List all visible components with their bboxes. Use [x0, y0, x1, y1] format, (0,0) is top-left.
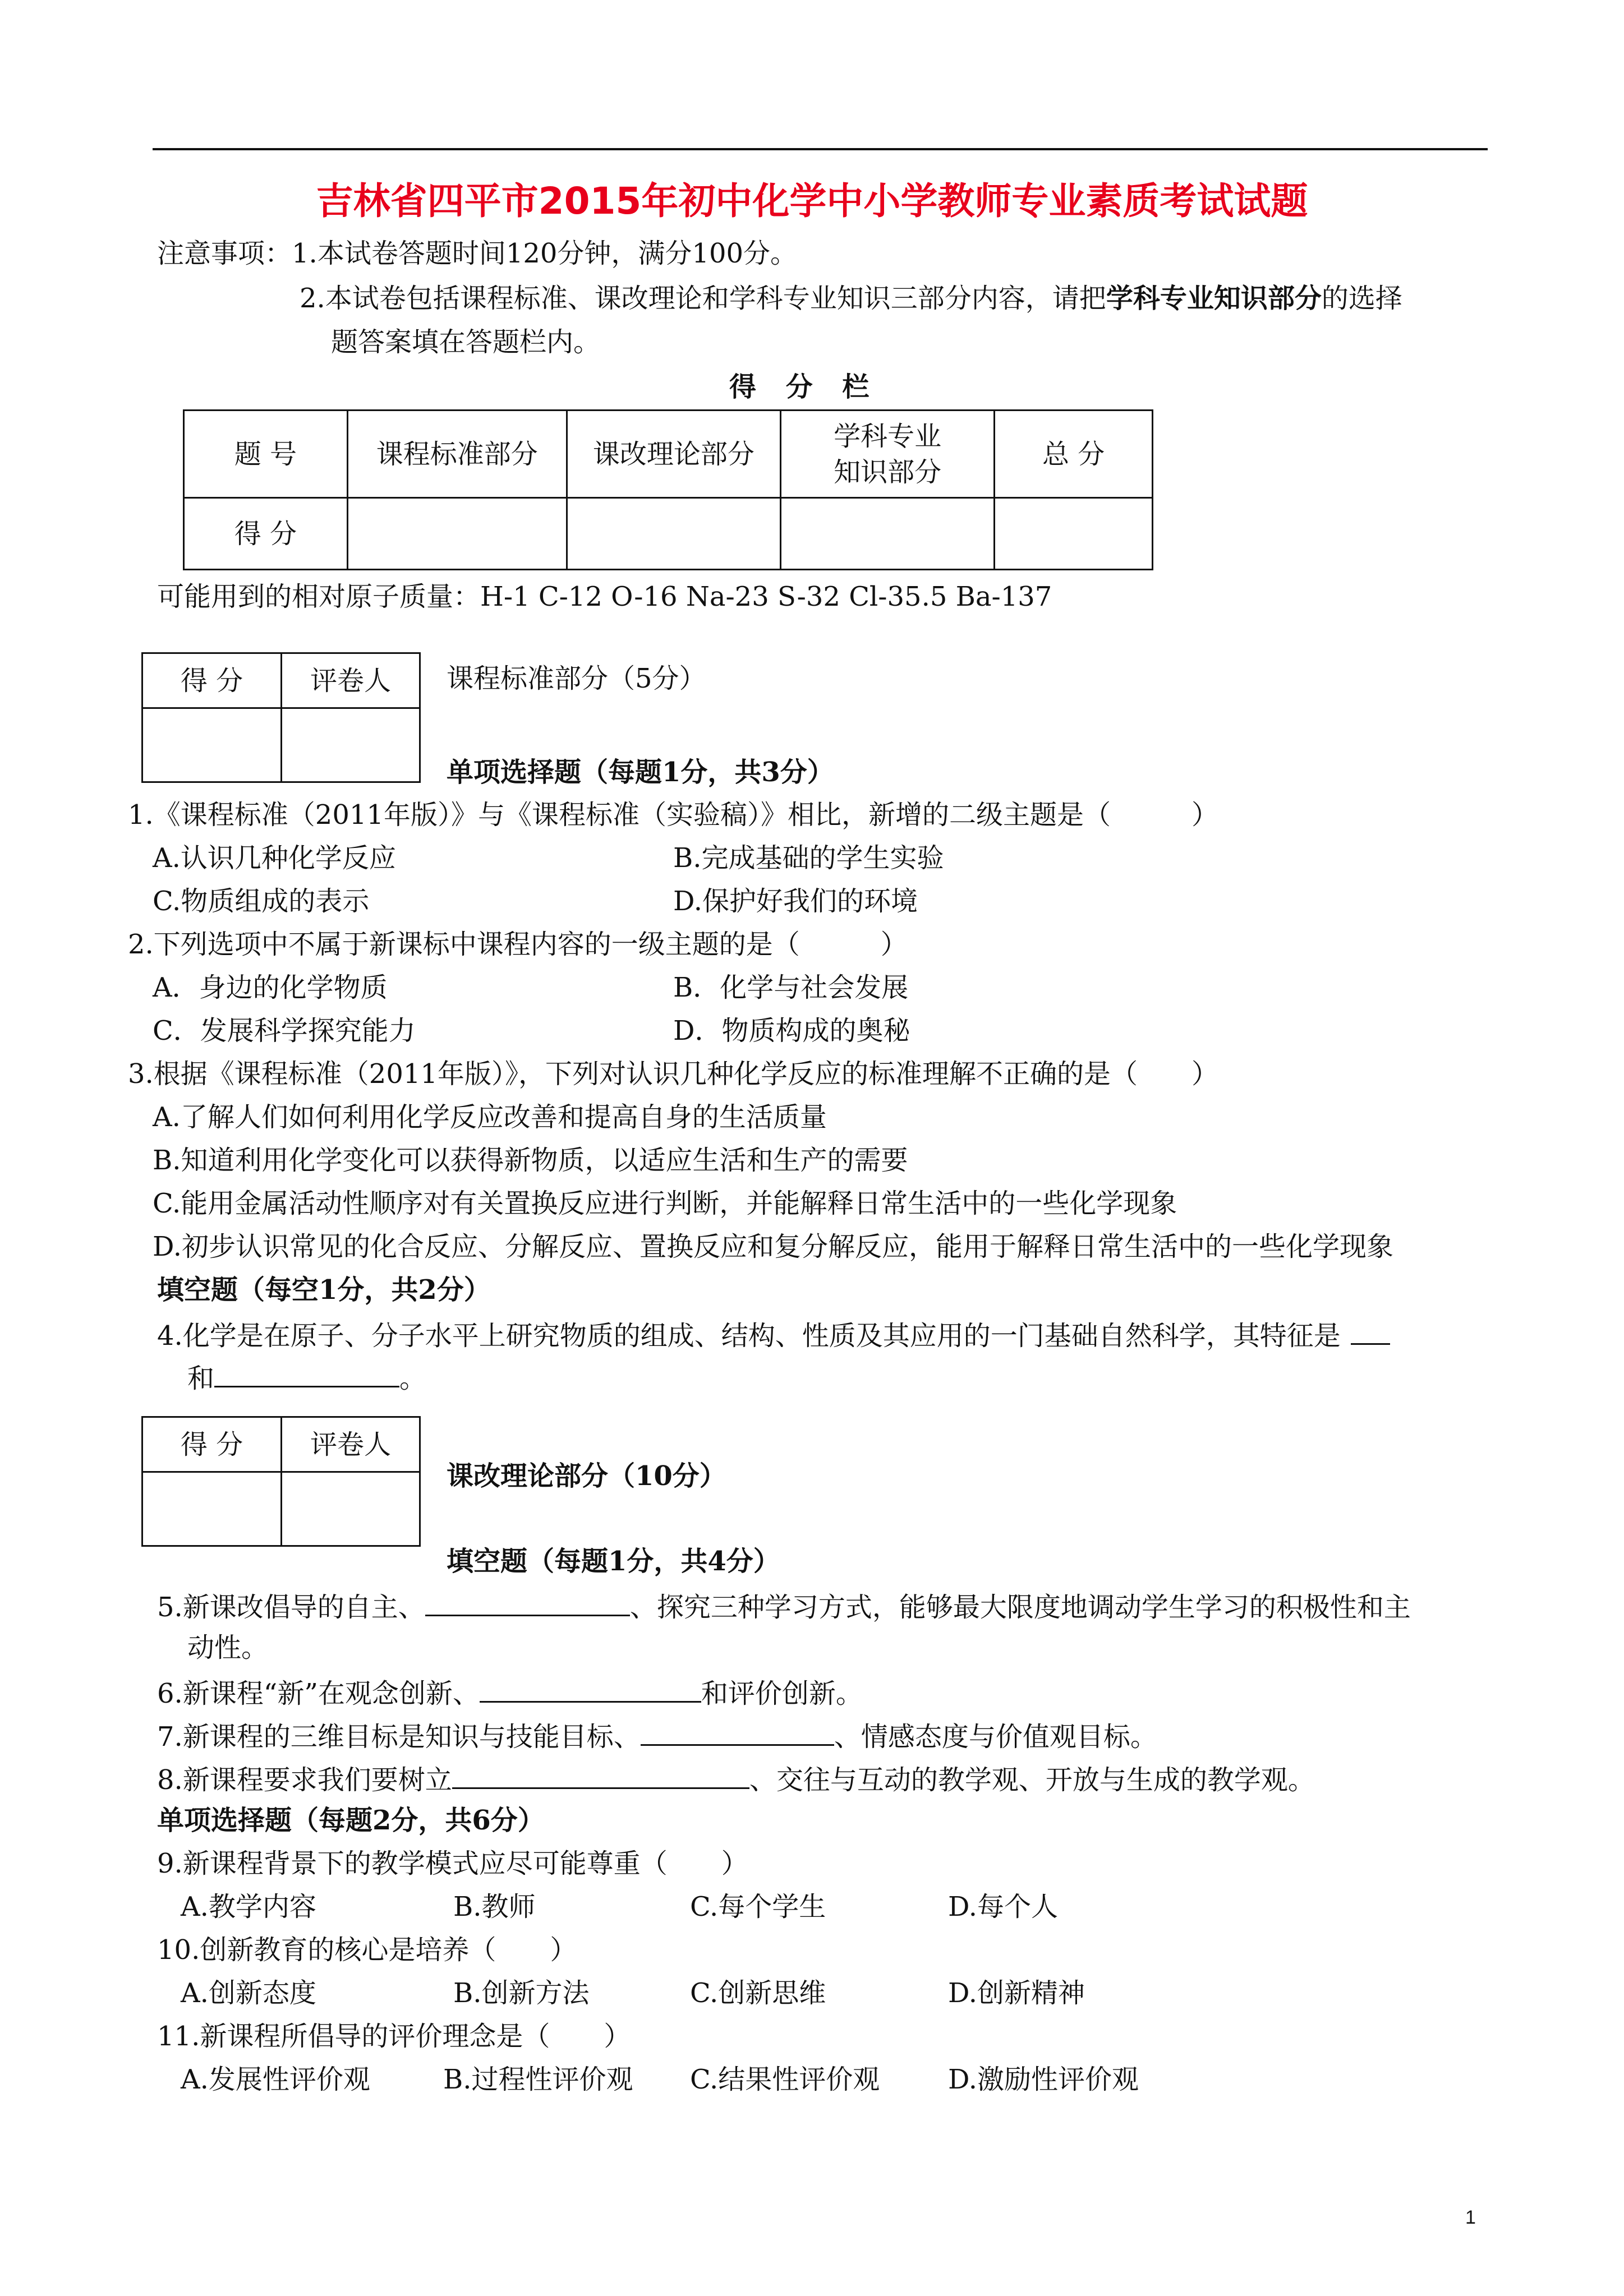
q3-stem: 3.根据《课程标准（2011年版）》，下列对认识几种化学反应的标准理解不正确的是（ ）: [128, 1058, 1218, 1090]
q3-option-d[interactable]: D.初步认识常见的化合反应、分解反应、置换反应和复分解反应，能用于解释日常生活中的一些化学现象: [153, 1231, 1394, 1262]
notice-item-2-bold: 学科专业知识部分: [1106, 283, 1322, 314]
q1-option-a[interactable]: A.认识几种化学反应: [153, 842, 396, 874]
page-number: 1: [1465, 2207, 1476, 2228]
score-table-header-knowledge: [781, 411, 995, 498]
score-cell-theory[interactable]: [567, 498, 780, 570]
q3-option-b[interactable]: B.知道利用化学变化可以获得新物质，以适应生活和生产的需要: [153, 1145, 908, 1176]
notice-item-2-post: 的选择: [1321, 283, 1402, 314]
grader-box-2-grader-label: 评卷人: [282, 1417, 420, 1472]
q11-option-d[interactable]: D.激励性评价观: [948, 2064, 1139, 2095]
section2-fill-heading: 填空题（每题1分，共4分）: [447, 1546, 780, 1577]
q5-line-2: 动性。: [187, 1632, 269, 1663]
q8-post: 、交往与互动的教学观、开放与生成的教学观。: [749, 1764, 1315, 1796]
q4-line-2-post: 。: [399, 1363, 427, 1394]
q8-blank[interactable]: [452, 1759, 749, 1789]
q1-option-c[interactable]: C.物质组成的表示: [153, 886, 370, 917]
section1-heading: 课程标准部分（5分）: [447, 663, 706, 694]
q2-option-a[interactable]: A．身边的化学物质: [153, 972, 388, 1003]
q7-line: [157, 1716, 1157, 1755]
q10-option-b[interactable]: B.创新方法: [453, 1977, 590, 2009]
score-table-header-number: 题 号: [184, 411, 348, 498]
q6-post: 和评价创新。: [701, 1678, 863, 1709]
q5-line-1: [157, 1587, 1411, 1625]
section1-fill-heading: 填空题（每空1分，共2分）: [157, 1274, 491, 1306]
q10-option-c[interactable]: C.创新思维: [690, 1977, 826, 2009]
q2-option-c[interactable]: C．发展科学探究能力: [153, 1015, 416, 1046]
notice-item-2-pre: 2.本试卷包括课程标准、课改理论和学科专业知识三部分内容，请把: [300, 283, 1106, 314]
q2-option-b[interactable]: B．化学与社会发展: [673, 972, 909, 1003]
q8-pre: 8.新课程要求我们要树立: [157, 1764, 452, 1796]
q3-option-a[interactable]: A.了解人们如何利用化学反应改善和提高自身的生活质量: [153, 1101, 827, 1133]
score-cell-total[interactable]: [995, 498, 1153, 570]
grader-box-2-score-label: 得 分: [142, 1417, 282, 1472]
q8-line: [157, 1759, 1315, 1798]
grader-box-1-grader-cell[interactable]: [282, 708, 420, 782]
q4-blank-1[interactable]: [1351, 1315, 1390, 1345]
q7-blank[interactable]: [641, 1716, 834, 1746]
q9-option-d[interactable]: D.每个人: [948, 1891, 1059, 1922]
q11-stem: 11.新课程所倡导的评价理念是（ ）: [157, 2021, 631, 2052]
score-table-header-total: 总 分: [995, 411, 1153, 498]
q4-blank-2[interactable]: [214, 1358, 399, 1387]
q7-pre: 7.新课程的三维目标是知识与技能目标、: [157, 1721, 641, 1753]
notice-item-1: 1.本试卷答题时间120分钟，满分100分。: [292, 238, 798, 269]
score-table-header-standard: 课程标准部分: [347, 411, 567, 498]
q1-option-d[interactable]: D.保护好我们的环境: [673, 886, 918, 917]
score-table: [183, 409, 1153, 570]
grader-box-2-grader-cell[interactable]: [282, 1472, 420, 1546]
score-table-caption: 得 分 栏: [729, 371, 880, 403]
grader-box-1-score-label: 得 分: [142, 653, 282, 708]
q6-line: [157, 1673, 863, 1712]
q4-line-1: [157, 1315, 1390, 1354]
page-title: 吉林省四平市2015年初中化学中小学教师专业素质考试试题: [316, 179, 1308, 223]
q11-option-a[interactable]: A.发展性评价观: [181, 2064, 370, 2095]
notice-line-2: [300, 280, 1402, 316]
score-cell-standard[interactable]: [347, 498, 567, 570]
q9-option-b[interactable]: B.教师: [453, 1891, 536, 1922]
grader-box-2-score-cell[interactable]: [142, 1472, 282, 1546]
q2-option-d[interactable]: D．物质构成的奥秘: [673, 1015, 910, 1046]
header-rule: [153, 148, 1488, 150]
q2-stem: 2.下列选项中不属于新课标中课程内容的一级主题的是（ ）: [128, 929, 908, 960]
grader-box-1-grader-label: 评卷人: [282, 653, 420, 708]
q1-option-b[interactable]: B.完成基础的学生实验: [673, 842, 944, 874]
q10-option-a[interactable]: A.创新态度: [181, 1977, 316, 2009]
q11-option-b[interactable]: B.过程性评价观: [443, 2064, 633, 2095]
q6-pre: 6.新课程“新”在观念创新、: [157, 1678, 480, 1709]
section2-heading: 课改理论部分（10分）: [447, 1460, 726, 1492]
score-cell-knowledge[interactable]: [781, 498, 995, 570]
q6-blank[interactable]: [480, 1673, 701, 1703]
notice-line-3: 题答案填在答题栏内。: [331, 326, 601, 358]
q10-option-d[interactable]: D.创新精神: [948, 1977, 1085, 2009]
notice-line-1: [157, 236, 797, 271]
atomic-masses: 可能用到的相对原子质量：H-1 C-12 O-16 Na-23 S-32 Cl-35.5 Ba-137: [157, 581, 1052, 612]
grader-box-1: [141, 652, 421, 783]
q9-option-c[interactable]: C.每个学生: [690, 1891, 826, 1922]
q5-blank[interactable]: [425, 1587, 630, 1616]
q5-pre: 5.新课改倡导的自主、: [157, 1592, 425, 1623]
q3-option-c[interactable]: C.能用金属活动性顺序对有关置换反应进行判断，并能解释日常生活中的一些化学现象: [153, 1188, 1177, 1219]
notice-label: 注意事项：: [157, 238, 292, 269]
q9-option-a[interactable]: A.教学内容: [181, 1891, 316, 1922]
score-table-header-knowledge-l1: 学科专业: [834, 420, 942, 452]
score-table-header-knowledge-l2: 知识部分: [834, 456, 942, 488]
q5-post: 、探究三种学习方式，能够最大限度地调动学生学习的积极性和主: [629, 1592, 1411, 1623]
score-table-row-label: 得 分: [184, 498, 348, 570]
score-table-header-theory: 课改理论部分: [567, 411, 780, 498]
q9-stem: 9.新课程背景下的教学模式应尽可能尊重（ ）: [157, 1848, 748, 1879]
q10-stem: 10.创新教育的核心是培养（ ）: [157, 1934, 577, 1966]
q1-stem: 1.《课程标准（2011年版）》与《课程标准（实验稿）》相比，新增的二级主题是（ ）: [128, 799, 1218, 831]
grader-box-2: [141, 1416, 421, 1547]
section2-mc-heading: 单项选择题（每题2分，共6分）: [157, 1805, 545, 1836]
q4-line-2-pre: 和: [187, 1363, 215, 1394]
q11-option-c[interactable]: C.结果性评价观: [690, 2064, 880, 2095]
q4-line-2: [187, 1358, 426, 1396]
q4-stem: 4.化学是在原子、分子水平上研究物质的组成、结构、性质及其应用的一门基础自然科学，其特征是: [157, 1320, 1341, 1352]
section1-mc-heading: 单项选择题（每题1分，共3分）: [447, 757, 834, 788]
grader-box-1-score-cell[interactable]: [142, 708, 282, 782]
q7-post: 、情感态度与价值观目标。: [834, 1721, 1157, 1753]
